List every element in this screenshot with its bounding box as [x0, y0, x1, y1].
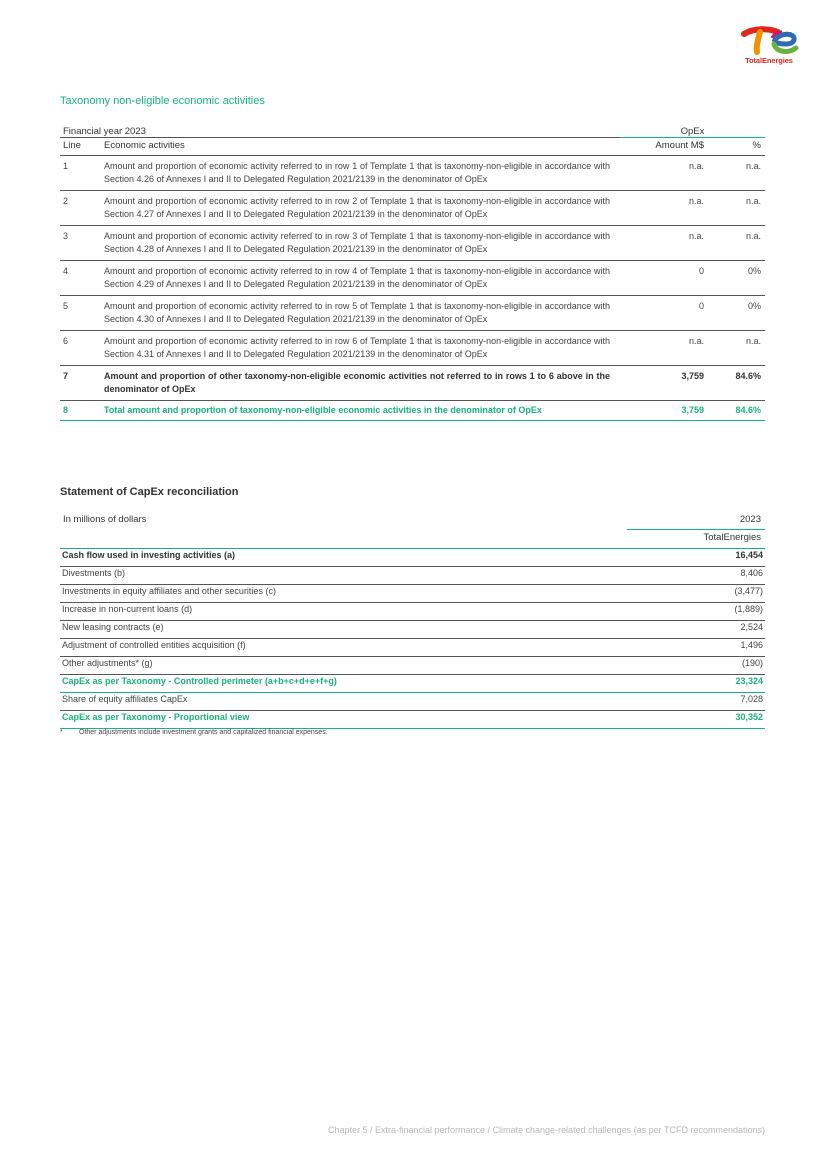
row-percent: 84.6% [708, 401, 765, 421]
row-amount: 0 [620, 261, 708, 296]
row-amount: 0 [620, 296, 708, 331]
row-line: 6 [60, 331, 104, 366]
table-row [60, 693, 765, 711]
table-row-subtotal [60, 366, 765, 401]
percent-header: % [708, 138, 765, 156]
table-row [60, 585, 765, 603]
row-value: 16,454 [627, 549, 765, 567]
logo-wordmark: TotalEnergies [745, 56, 793, 65]
capex-section-title: Statement of CapEx reconciliation [60, 486, 239, 498]
row-percent: 84.6% [708, 366, 765, 401]
row-percent: n.a. [708, 156, 765, 191]
table-row [60, 296, 765, 331]
header-spacer [60, 530, 627, 549]
row-value: 23,324 [627, 675, 765, 693]
row-label: Adjustment of controlled entities acquisition (f) [60, 639, 627, 657]
page-footer: Chapter 5 / Extra-financial performance / Climate change-related challenges (as per TCFD recommendations) [327, 1125, 765, 1135]
footnote-marker: * [60, 729, 63, 736]
table-row [60, 549, 765, 567]
row-description: Amount and proportion of economic activity referred to in row 4 of Template 1 that is taxonomy-non-eligible in accordance with Section 4.29 of Annexes I and II to Delegated Regulation 2021/2139 in the denominator of OpEx [104, 261, 620, 296]
table-row [60, 156, 765, 191]
taxonomy-section-title: Taxonomy non-eligible economic activities [60, 95, 265, 107]
year-header: 2023 [627, 514, 765, 530]
row-value: 30,352 [627, 711, 765, 729]
row-description: Total amount and proportion of taxonomy-non-eligible economic activities in the denominator of OpEx [104, 401, 620, 421]
line-header: Line [60, 138, 104, 156]
capex-header-top [60, 514, 765, 530]
table-row [60, 331, 765, 366]
table-row-total [60, 401, 765, 421]
row-description: Amount and proportion of economic activity referred to in row 6 of Template 1 that is taxonomy-non-eligible in accordance with Section 4.31 of Annexes I and II to Delegated Regulation 2021/2139 in the denominator of OpEx [104, 331, 620, 366]
row-amount: n.a. [620, 191, 708, 226]
row-label: Other adjustments* (g) [60, 657, 627, 675]
row-description: Amount and proportion of economic activity referred to in row 1 of Template 1 that is taxonomy-non-eligible in accordance with Section 4.26 of Annexes I and II to Delegated Regulation 2021/2139 in the denominator of OpEx [104, 156, 620, 191]
row-line: 8 [60, 401, 104, 421]
capex-table [60, 514, 765, 729]
row-line: 4 [60, 261, 104, 296]
row-value: (3,477) [627, 585, 765, 603]
row-label: CapEx as per Taxonomy - Controlled perimeter (a+b+c+d+e+f+g) [60, 675, 627, 693]
row-percent: 0% [708, 296, 765, 331]
row-label: Cash flow used in investing activities (a) [60, 549, 627, 567]
capex-header-company [60, 530, 765, 549]
table-row-total [60, 711, 765, 729]
row-label: New leasing contracts (e) [60, 621, 627, 639]
row-line: 1 [60, 156, 104, 191]
row-value: 2,524 [627, 621, 765, 639]
taxonomy-header-top [60, 122, 765, 138]
row-value: 1,496 [627, 639, 765, 657]
row-amount: n.a. [620, 156, 708, 191]
row-description: Amount and proportion of economic activity referred to in row 5 of Template 1 that is taxonomy-non-eligible in accordance with Section 4.30 of Annexes I and II to Delegated Regulation 2021/2139 in the denominator of OpEx [104, 296, 620, 331]
financial-year-label: Financial year 2023 [63, 126, 146, 137]
unit-label: In millions of dollars [63, 514, 147, 525]
row-value: (1,889) [627, 603, 765, 621]
table-row [60, 226, 765, 261]
row-line: 7 [60, 366, 104, 401]
opex-header: OpEx [620, 122, 765, 138]
taxonomy-header-columns [60, 138, 765, 156]
row-label: Divestments (b) [60, 567, 627, 585]
row-amount: 3,759 [620, 401, 708, 421]
footnote-text: Other adjustments include investment grants and capitalized financial expenses. [79, 729, 328, 736]
totalenergies-logo [738, 24, 800, 68]
row-value: (190) [627, 657, 765, 675]
row-amount: 3,759 [620, 366, 708, 401]
table-row [60, 603, 765, 621]
row-line: 5 [60, 296, 104, 331]
row-label: CapEx as per Taxonomy - Proportional view [60, 711, 627, 729]
table-row [60, 657, 765, 675]
row-value: 8,406 [627, 567, 765, 585]
row-line: 3 [60, 226, 104, 261]
company-header: TotalEnergies [627, 530, 765, 549]
row-label: Increase in non-current loans (d) [60, 603, 627, 621]
row-line: 2 [60, 191, 104, 226]
row-description: Amount and proportion of economic activity referred to in row 3 of Template 1 that is taxonomy-non-eligible in accordance with Section 4.28 of Annexes I and II to Delegated Regulation 2021/2139 in the denominator of OpEx [104, 226, 620, 261]
row-percent: n.a. [708, 331, 765, 366]
row-amount: n.a. [620, 226, 708, 261]
logo-mark-icon [738, 24, 800, 56]
table-row-subtotal [60, 675, 765, 693]
activities-header: Economic activities [104, 138, 620, 156]
taxonomy-table [60, 122, 765, 421]
row-label: Share of equity affiliates CapEx [60, 693, 627, 711]
table-row [60, 621, 765, 639]
table-row [60, 567, 765, 585]
table-row [60, 191, 765, 226]
row-percent: n.a. [708, 191, 765, 226]
row-description: Amount and proportion of other taxonomy-non-eligible economic activities not referred to in rows 1 to 6 above in the denominator of OpEx [104, 366, 620, 401]
row-amount: n.a. [620, 331, 708, 366]
row-percent: n.a. [708, 226, 765, 261]
table-row [60, 261, 765, 296]
row-value: 7,028 [627, 693, 765, 711]
row-percent: 0% [708, 261, 765, 296]
row-label: Investments in equity affiliates and other securities (c) [60, 585, 627, 603]
table-row [60, 639, 765, 657]
footnote [60, 729, 328, 736]
amount-header: Amount M$ [620, 138, 708, 156]
row-description: Amount and proportion of economic activity referred to in row 2 of Template 1 that is taxonomy-non-eligible in accordance with Section 4.27 of Annexes I and II to Delegated Regulation 2021/2139 in the denominator of OpEx [104, 191, 620, 226]
